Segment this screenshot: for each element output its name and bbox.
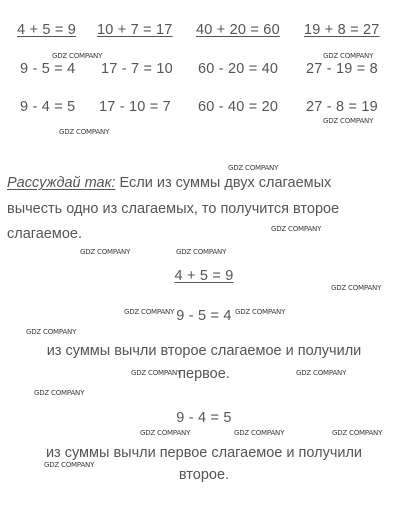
equation-r3-c4: 27 - 8 = 19 [306,99,378,115]
equation-r1-c1: 4 + 5 = 9 [17,22,77,38]
example-caption-2-line-1: из суммы вычли первое слагаемое и получили [45,445,363,461]
explanation-lead: Рассуждай так: [7,175,116,191]
equation-r3-c2: 17 - 10 = 7 [99,99,171,115]
example-caption-2-line-2: второе. [178,467,230,483]
watermark: GDZ COMPANY [331,284,382,292]
watermark: GDZ COMPANY [52,52,103,60]
equation-r2-c1: 9 - 5 = 4 [20,61,76,77]
watermark: GDZ COMPANY [59,128,110,136]
example-sum-text: 4 + 5 = 9 [174,268,234,284]
example-diff-2: 9 - 4 = 5 [176,410,232,426]
explanation-line-1 [7,171,331,196]
equation-r2-c3: 60 - 20 = 40 [198,61,279,77]
explanation-line-3: слагаемое. [7,226,82,242]
example-caption-1-line-2: первое. [178,366,230,382]
watermark: GDZ COMPANY [323,52,374,60]
equation-r1-c2: 10 + 7 = 17 [97,22,173,38]
watermark: GDZ COMPANY [124,308,175,316]
watermark: GDZ COMPANY [26,328,77,336]
equation-r1-c3: 40 + 20 = 60 [196,22,280,38]
watermark: GDZ COMPANY [44,461,95,469]
explanation-line-1-text: Если из суммы двух слагаемых [119,175,332,191]
watermark: GDZ COMPANY [332,429,383,437]
watermark: GDZ COMPANY [80,248,131,256]
watermark: GDZ COMPANY [271,225,322,233]
equation-r3-c1: 9 - 4 = 5 [20,99,76,115]
equation-r1-c4: 19 + 8 = 27 [304,22,380,38]
equation-r3-c3: 60 - 40 = 20 [198,99,279,115]
example-diff-1: 9 - 5 = 4 [176,308,232,324]
watermark: GDZ COMPANY [176,248,227,256]
watermark: GDZ COMPANY [34,389,85,397]
example-caption-1-line-1: из суммы вычли второе слагаемое и получили [46,343,362,359]
watermark: GDZ COMPANY [235,308,286,316]
example-sum [0,268,408,284]
watermark: GDZ COMPANY [131,369,182,377]
equation-r2-c4: 27 - 19 = 8 [306,61,378,77]
equation-r2-c2: 17 - 7 = 10 [101,61,173,77]
watermark: GDZ COMPANY [323,117,374,125]
watermark: GDZ COMPANY [234,429,285,437]
watermark: GDZ COMPANY [228,164,279,172]
watermark: GDZ COMPANY [140,429,191,437]
explanation-line-2: вычесть одно из слагаемых, то получится второе [7,201,340,217]
watermark: GDZ COMPANY [296,369,347,377]
